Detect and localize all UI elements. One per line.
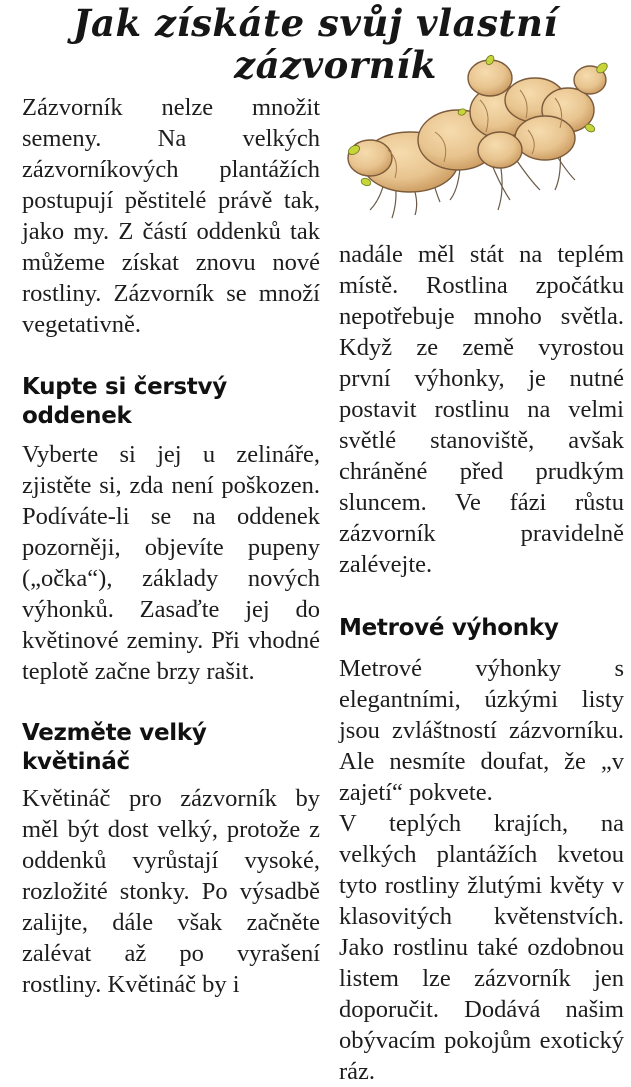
ginger-rhizome-illustration [340, 50, 612, 225]
rhizome-body [348, 60, 606, 192]
heading-large-pot: Vezměte velký květináč [22, 720, 207, 775]
column-right [339, 239, 624, 1087]
paragraph-large-pot-continued: nadále měl stát na teplém místě. Rostlina zpočátku nepotřebuje mnoho světla. Když ze země vyrostou první výhonky, je nutné postavit rostlinu na velmi světlé stanoviště, avšak chráněné před prudkým sluncem. Ve fázi růstu zázvorník pravidelně zalévejte. [339, 241, 624, 578]
paragraph-large-pot: Květináč pro zázvorník by měl být dost velký, protože z oddenků vyrůstají vysoké, rozložité stonky. Po výsadbě zalijte, dále však začněte zalévat až po vyrašení rostliny. Květináč by i [22, 785, 320, 998]
column-left [22, 92, 320, 1000]
paragraph-meter-shoots-a: Metrové výhonky s elegantními, úzkými listy jsou zvláštností zázvorníku. Ale nesmíte doufat, že „v zajetí“ pokvete. [339, 655, 624, 806]
article-title-line2: zázvorník [234, 43, 437, 87]
paragraph-buy-rhizome: Vyberte si jej u zelináře, zjistěte si, zda není poškozen. Podíváte-li se na oddenek pozorněji, objevíte pupeny („očka“), základy nových výhonků. Zasaďte jej do květinové zeminy. Při vhodné teplotě začne brzy rašit. [22, 441, 320, 685]
heading-meter-shoots: Metrové výhonky [339, 615, 559, 641]
article-title-line1: Jak získáte svůj vlastní [73, 1, 558, 45]
intro-paragraph: Zázvorník nelze množit semeny. Na velkých zázvorníkových plantážích postupují pěstitelé právě tak, jako my. Z částí oddenků tak můžeme získat znovu nové rostliny. Zázvorník se množí vegetativně. [22, 94, 320, 338]
heading-buy-rhizome: Kupte si čerstvý oddenek [22, 374, 227, 429]
paragraph-meter-shoots-b: V teplých krajích, na velkých plantážích kvetou tyto rostliny žlutými květy v klasovitých květenstvích. Jako rostlinu také ozdobnou listem lze zázvorník jen doporučit. Dodává našim obývacím pokojům exotický ráz. [339, 810, 624, 1085]
